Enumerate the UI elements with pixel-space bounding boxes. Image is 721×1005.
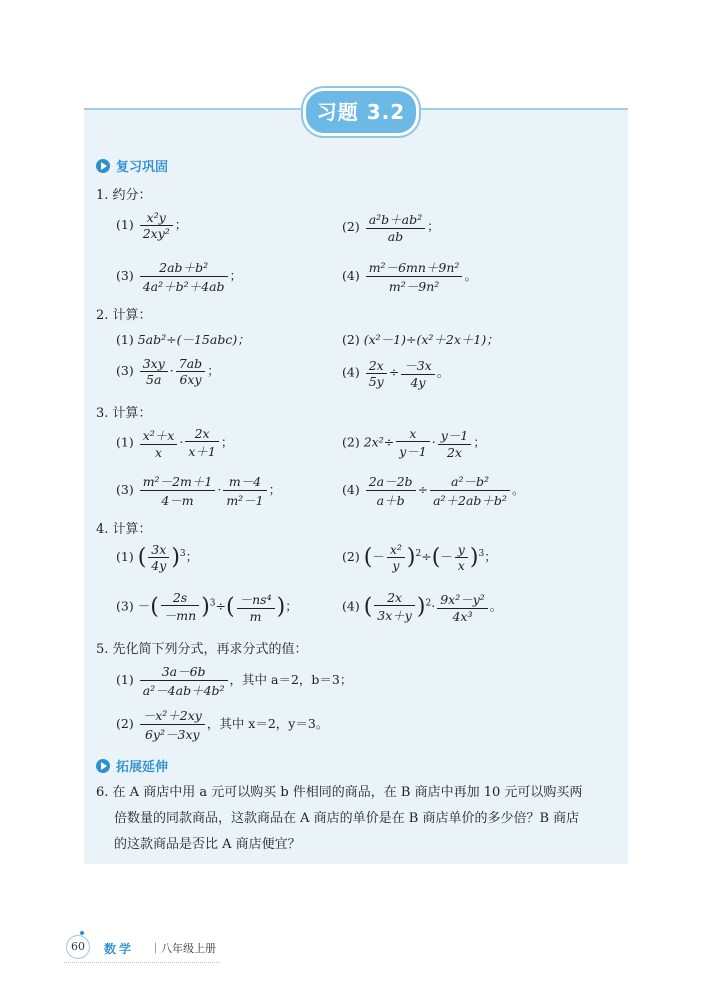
fraction: $\frac{\text{m²－6mn＋9n²}}{\text{m²－9n²}}$ xyxy=(366,258,463,295)
q2-item-4: (4) $\frac{2x}{5y}$ ÷ $\frac{-3x}{4y}$ 。 xyxy=(342,357,450,390)
q6-line-1: 6. 在 A 商店中用 a 元可以购买 b 件相同的商品，在 B 商店中再加 10 元可以购买两 xyxy=(96,785,583,800)
q5-item-1: (1) $\frac{3a-6b}{\text{a²－4ab＋4b²}}$ ，其中 a＝2，b＝3； xyxy=(116,664,353,698)
section-review-label: 复习巩固 xyxy=(116,160,169,175)
page-number: 60 xyxy=(66,935,90,959)
question-1-stem: 1. 约分： xyxy=(96,188,152,203)
fraction: $\frac{\text{x²y}}{\text{2xy²}}$ xyxy=(140,210,173,241)
fraction: $\frac{\text{a²b＋ab²}}{ab}$ xyxy=(366,210,425,244)
fraction: $\frac{\text{2ab＋b²}}{\text{4a²＋b²＋4ab}}$ xyxy=(140,258,228,295)
q6-line-3: 的这款商品是否比 A 商店便宜？ xyxy=(114,837,301,852)
q1-item-2: (2) $\frac{\text{a²b＋ab²}}{ab}$ ； xyxy=(342,212,440,244)
q1-item-3: (3) $\frac{\text{2ab＋b²}}{\text{4a²＋b²＋4ab}}$ ； xyxy=(116,260,243,294)
section-extension-label: 拓展延伸 xyxy=(116,760,169,775)
question-4-stem: 4. 计算： xyxy=(96,522,152,537)
footer-grade: ｜八年级上册 xyxy=(150,942,216,955)
q1-item-1: (1) $\frac{\text{x²y}}{\text{2xy²}}$ ； xyxy=(116,210,188,241)
q4-item-3: (3) －( $\frac{2s}{-mn}$ )$^3$÷( $\frac{\text{－ns⁴}}{m}$ )； xyxy=(116,590,298,624)
footer-subject: 数学 xyxy=(104,942,135,956)
section-review-heading xyxy=(96,156,168,175)
q5-item-2: (2) $\frac{\text{－x²＋2xy}}{\text{6y²－3xy}}$ ，其中 x＝2，y＝3。 xyxy=(116,708,329,742)
q4-item-4: (4) ( $\frac{2x}{3x+y}$ )$^2$· $\frac{\text{9x²－y²}}{\text{4x³}}$ 。 xyxy=(342,590,503,624)
q2-item-3: (3) $\frac{3xy}{5a}$ · $\frac{7ab}{6xy}$ ； xyxy=(116,356,220,387)
q3-item-4: (4) $\frac{2a-2b}{a+b}$ ÷ $\frac{\text{a²－b²}}{\text{a²＋2ab＋b²}}$ 。 xyxy=(342,474,525,508)
question-6 xyxy=(96,780,622,858)
q2-item-2: (2) (x²－1)÷(x²＋2x＋1)； xyxy=(342,332,499,347)
question-5-stem: 5. 先化简下列分式，再求分式的值： xyxy=(96,642,308,657)
section-extension-heading xyxy=(96,756,168,775)
play-icon xyxy=(96,159,110,173)
question-3-stem: 3. 计算： xyxy=(96,406,152,421)
question-2-stem: 2. 计算： xyxy=(96,308,152,323)
q2-item-1: (1) 5ab²÷(－15abc)； xyxy=(116,332,250,347)
page-dot-icon xyxy=(80,931,84,935)
q1-item-4: (4) $\frac{\text{m²－6mn＋9n²}}{\text{m²－9n²}}$ 。 xyxy=(342,260,477,294)
q4-item-2: (2) (－ $\frac{\text{x²}}{y}$ )$^2$÷(－ $\frac{y}{x}$ )$^3$； xyxy=(342,542,497,573)
page-title: 习题 3.2 xyxy=(303,88,419,136)
q3-item-3: (3) $\frac{\text{m²－2m＋1}}{4-m}$ · $\frac{m-4}{\text{m²－1}}$ ； xyxy=(116,474,282,508)
play-icon xyxy=(96,759,110,773)
q6-line-2: 倍数量的同款商品，这款商品在 A 商店的单价是在 B 商店单价的多少倍？B 商店 xyxy=(114,811,580,826)
q4-item-1: (1) ( $\frac{3x}{4y}$ )$^3$； xyxy=(116,542,199,573)
footer-divider xyxy=(64,962,219,963)
q3-item-2: (2) 2x²÷ $\frac{x}{y-1}$ · $\frac{y-1}{2x}$ ； xyxy=(342,426,486,460)
q3-item-1: (1) $\frac{\text{x²＋x}}{x}$ · $\frac{2x}{x+1}$ ； xyxy=(116,426,234,460)
